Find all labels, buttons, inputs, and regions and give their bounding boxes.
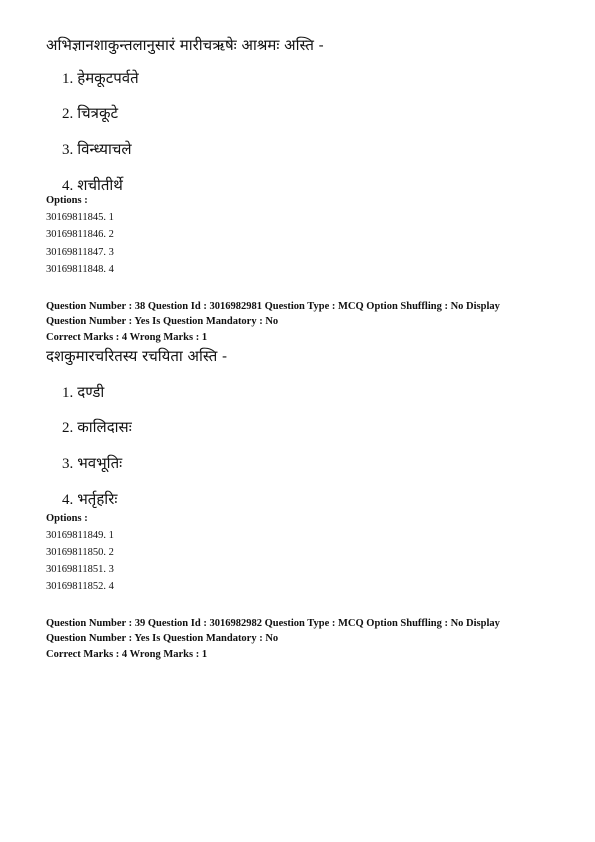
choice-text: कालिदासः xyxy=(77,418,132,436)
choice-number: 1. xyxy=(62,71,74,87)
q38-choice-1 xyxy=(62,383,104,402)
choice-text: हेमकूटपर्वते xyxy=(77,69,139,87)
choice-text: शचीतीर्थे xyxy=(77,176,123,194)
q38-choice-2 xyxy=(62,418,132,437)
q37-options-label: Options : xyxy=(46,195,88,206)
question-37-text: अभिज्ञानशाकुन्तलानुसारं मारीचऋषेः आश्रमः अस्ति - xyxy=(46,36,324,54)
choice-text: भर्तृहरिः xyxy=(77,490,118,508)
q39-meta-line-1: Question Number : 39 Question Id : 3016982982 Question Type : MCQ Option Shuffling : No Display xyxy=(46,618,500,629)
q38-option-id-4: 30169811852. 4 xyxy=(46,581,114,592)
q38-meta-line-2: Question Number : Yes Is Question Mandatory : No xyxy=(46,316,279,327)
q37-choice-2 xyxy=(62,104,118,123)
q37-choice-3 xyxy=(62,140,132,159)
choice-number: 4. xyxy=(62,178,74,194)
q37-choice-1 xyxy=(62,69,139,88)
choice-number: 3. xyxy=(62,456,74,472)
choice-number: 4. xyxy=(62,492,74,508)
choice-number: 1. xyxy=(62,385,74,401)
choice-number: 3. xyxy=(62,142,74,158)
q38-option-id-2: 30169811850. 2 xyxy=(46,547,114,558)
q38-options-label: Options : xyxy=(46,513,88,524)
choice-text: चित्रकूटे xyxy=(77,104,119,122)
choice-text: विन्ध्याचले xyxy=(77,140,132,158)
q37-option-id-4: 30169811848. 4 xyxy=(46,264,114,275)
choice-text: दण्डी xyxy=(77,383,105,401)
q38-meta-line-1: Question Number : 38 Question Id : 3016982981 Question Type : MCQ Option Shuffling : No Display xyxy=(46,301,500,312)
q39-meta-line-2: Question Number : Yes Is Question Mandatory : No xyxy=(46,633,279,644)
choice-number: 2. xyxy=(62,420,74,436)
q38-option-id-1: 30169811849. 1 xyxy=(46,530,114,541)
q37-option-id-3: 30169811847. 3 xyxy=(46,247,114,258)
q38-choice-3 xyxy=(62,454,122,473)
q39-meta-line-3: Correct Marks : 4 Wrong Marks : 1 xyxy=(46,649,208,660)
q38-option-id-3: 30169811851. 3 xyxy=(46,564,114,575)
q37-choice-4 xyxy=(62,176,123,195)
choice-number: 2. xyxy=(62,106,74,122)
q38-meta-line-3: Correct Marks : 4 Wrong Marks : 1 xyxy=(46,332,208,343)
choice-text: भवभूतिः xyxy=(77,454,123,472)
q38-choice-4 xyxy=(62,490,117,509)
q37-option-id-1: 30169811845. 1 xyxy=(46,212,114,223)
question-38-text: दशकुमारचरितस्य रचयिता अस्ति - xyxy=(46,347,228,365)
q37-option-id-2: 30169811846. 2 xyxy=(46,229,114,240)
